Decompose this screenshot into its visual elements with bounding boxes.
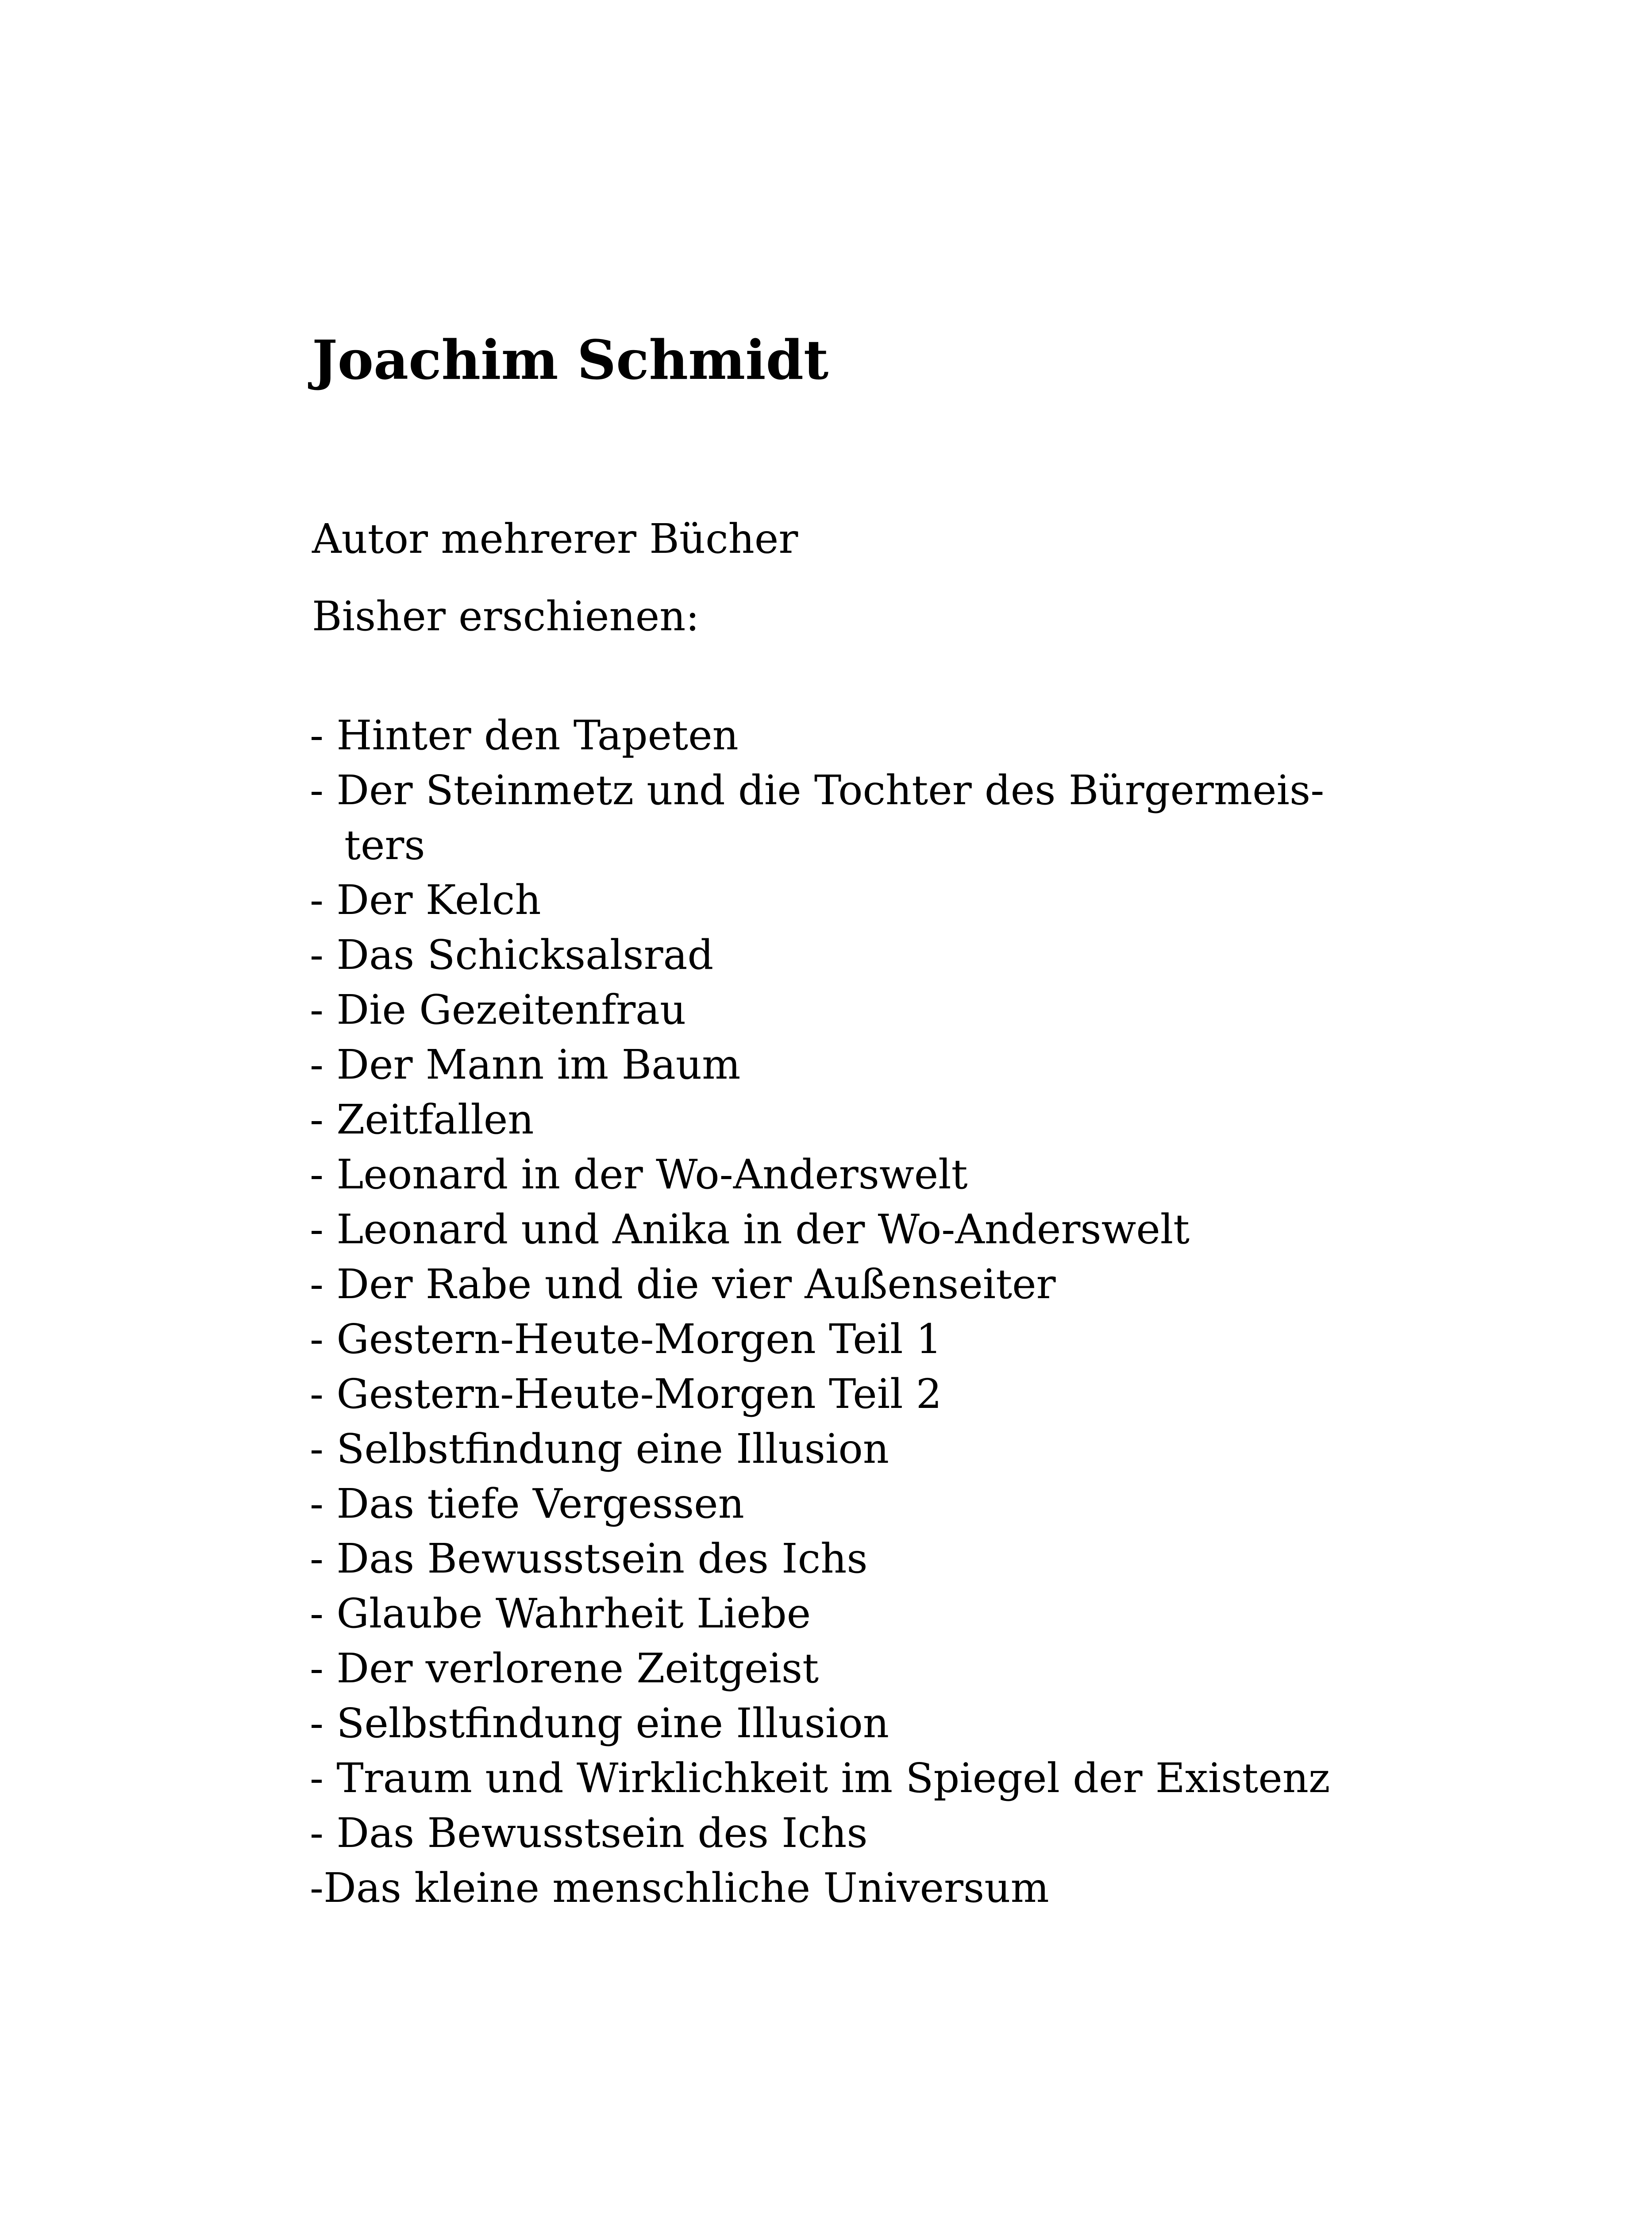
book-item: - Leonard in der Wo-Anderswelt xyxy=(310,1151,968,1198)
book-item: - Der verlorene Zeitgeist xyxy=(310,1645,819,1692)
book-item: - Der Mann im Baum xyxy=(310,1041,741,1088)
book-item: - Selbstfindung eine Illusion xyxy=(310,1700,889,1747)
book-item-continuation: ters xyxy=(344,821,425,869)
book-list xyxy=(310,708,1330,1916)
book-item: - Der Steinmetz und die Tochter des Bürgermeis- xyxy=(310,767,1325,814)
book-item: - Leonard und Anika in der Wo-Anderswelt xyxy=(310,1206,1190,1253)
author-name: Joachim Schmidt xyxy=(312,328,829,392)
book-item: - Der Rabe und die vier Außenseiter xyxy=(310,1261,1056,1308)
book-item: - Gestern-Heute-Morgen Teil 1 xyxy=(310,1315,942,1363)
book-item: - Hinter den Tapeten xyxy=(310,712,739,759)
book-item: - Gestern-Heute-Morgen Teil 2 xyxy=(310,1370,942,1418)
book-item: - Selbstfindung eine Illusion xyxy=(310,1425,889,1473)
book-item: - Zeitfallen xyxy=(310,1096,534,1143)
author-description: Autor mehrerer Bücher xyxy=(312,515,798,563)
book-item: - Das tiefe Vergessen xyxy=(310,1480,744,1527)
book-item: - Traum und Wirklichkeit im Spiegel der Existenz xyxy=(310,1754,1330,1802)
book-item: -Das kleine menschliche Universum xyxy=(310,1864,1049,1912)
book-item: - Der Kelch xyxy=(310,876,541,924)
book-item: - Glaube Wahrheit Liebe xyxy=(310,1590,811,1637)
author-intro xyxy=(312,500,798,655)
book-item: - Die Gezeitenfrau xyxy=(310,986,686,1033)
book-item: - Das Bewusstsein des Ichs xyxy=(310,1535,868,1582)
publications-heading: Bisher erschienen: xyxy=(312,593,700,640)
book-item: - Das Schicksalsrad xyxy=(310,931,714,979)
book-item: - Das Bewusstsein des Ichs xyxy=(310,1809,868,1857)
